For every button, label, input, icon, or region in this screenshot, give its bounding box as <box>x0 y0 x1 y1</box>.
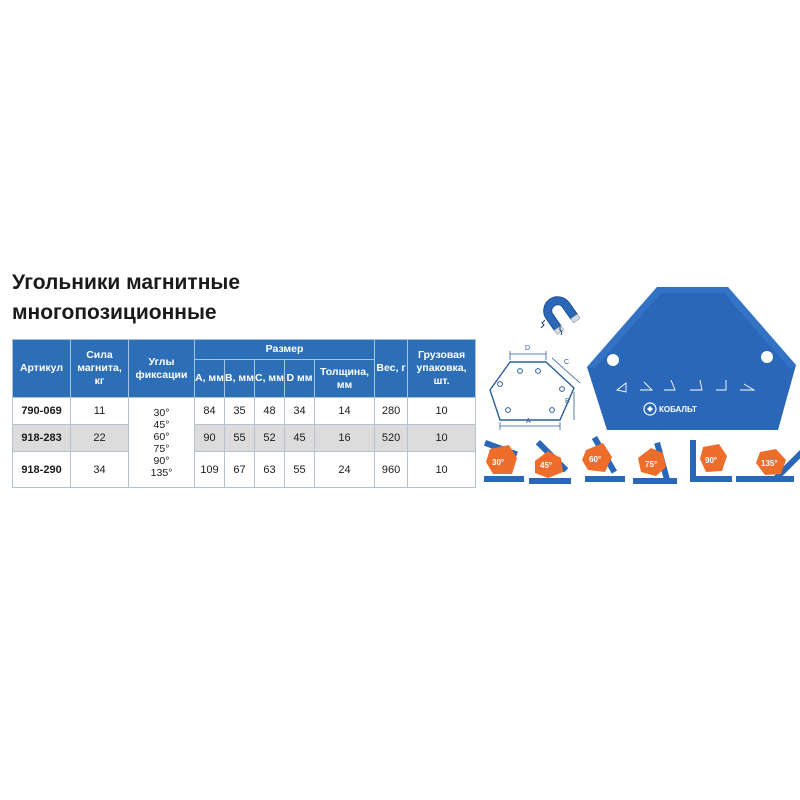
cell-thickness: 16 <box>315 425 375 452</box>
title-line-2: многопозиционные <box>12 301 217 324</box>
cell-d: 55 <box>285 452 315 488</box>
header-size: Размер <box>195 340 375 360</box>
brand-logo: КОБАЛЬТ <box>659 405 697 414</box>
angle-value: 30° <box>153 406 170 419</box>
cell-d: 34 <box>285 398 315 425</box>
header-angles: Углы фиксации <box>129 340 195 398</box>
dimension-a-label: A <box>526 418 531 425</box>
cell-article: 790-069 <box>13 398 71 425</box>
angle-value: 75° <box>153 442 170 455</box>
cell-d: 45 <box>285 425 315 452</box>
header-size-c: C, мм <box>255 360 285 398</box>
cell-b: 67 <box>225 452 255 488</box>
cell-force: 22 <box>71 425 129 452</box>
cell-a: 109 <box>195 452 225 488</box>
cell-pack: 10 <box>408 425 476 452</box>
magnet-icon <box>538 291 580 334</box>
angle-value: 90° <box>153 454 170 467</box>
cell-c: 52 <box>255 425 285 452</box>
angle-badge-90: 90° <box>705 456 718 465</box>
cell-force: 34 <box>71 452 129 488</box>
title-line-1: Угольники магнитные <box>12 271 240 294</box>
header-size-b: B, мм <box>225 360 255 398</box>
cell-weight: 280 <box>375 398 408 425</box>
angle-examples <box>484 436 800 484</box>
magnetic-square-product <box>587 287 796 430</box>
header-size-a: A, мм <box>195 360 225 398</box>
cell-c: 48 <box>255 398 285 425</box>
angle-badge-135: 135° <box>761 459 778 468</box>
cell-a: 90 <box>195 425 225 452</box>
cell-pack: 10 <box>408 452 476 488</box>
angle-badge-75: 75° <box>645 460 658 469</box>
angle-value: 60° <box>153 430 170 443</box>
dimension-b-label: B <box>565 398 570 405</box>
cell-thickness: 24 <box>315 452 375 488</box>
dimension-c-label: C <box>564 359 570 366</box>
dimension-d-label: D <box>525 345 531 352</box>
header-magnet-force: Сила магнита, кг <box>71 340 129 398</box>
header-article: Артикул <box>13 340 71 398</box>
cell-article: 918-283 <box>13 425 71 452</box>
angle-badge-45: 45° <box>540 461 553 470</box>
cell-weight: 960 <box>375 452 408 488</box>
cell-article: 918-290 <box>13 452 71 488</box>
angle-value: 45° <box>153 418 170 431</box>
header-pack: Грузовая упаковка, шт. <box>408 340 476 398</box>
cell-force: 11 <box>71 398 129 425</box>
cell-c: 63 <box>255 452 285 488</box>
header-size-d: D мм <box>285 360 315 398</box>
angle-badge-60: 60° <box>589 455 602 464</box>
cell-b: 35 <box>225 398 255 425</box>
angle-badge-30: 30° <box>492 458 505 467</box>
cell-b: 55 <box>225 425 255 452</box>
cell-thickness: 14 <box>315 398 375 425</box>
cell-weight: 520 <box>375 425 408 452</box>
header-weight: Вес, г <box>375 340 408 398</box>
header-thickness: Толщина, мм <box>315 360 375 398</box>
dimension-diagram <box>490 345 580 430</box>
cell-a: 84 <box>195 398 225 425</box>
cell-pack: 10 <box>408 398 476 425</box>
angle-value: 135° <box>150 466 173 479</box>
